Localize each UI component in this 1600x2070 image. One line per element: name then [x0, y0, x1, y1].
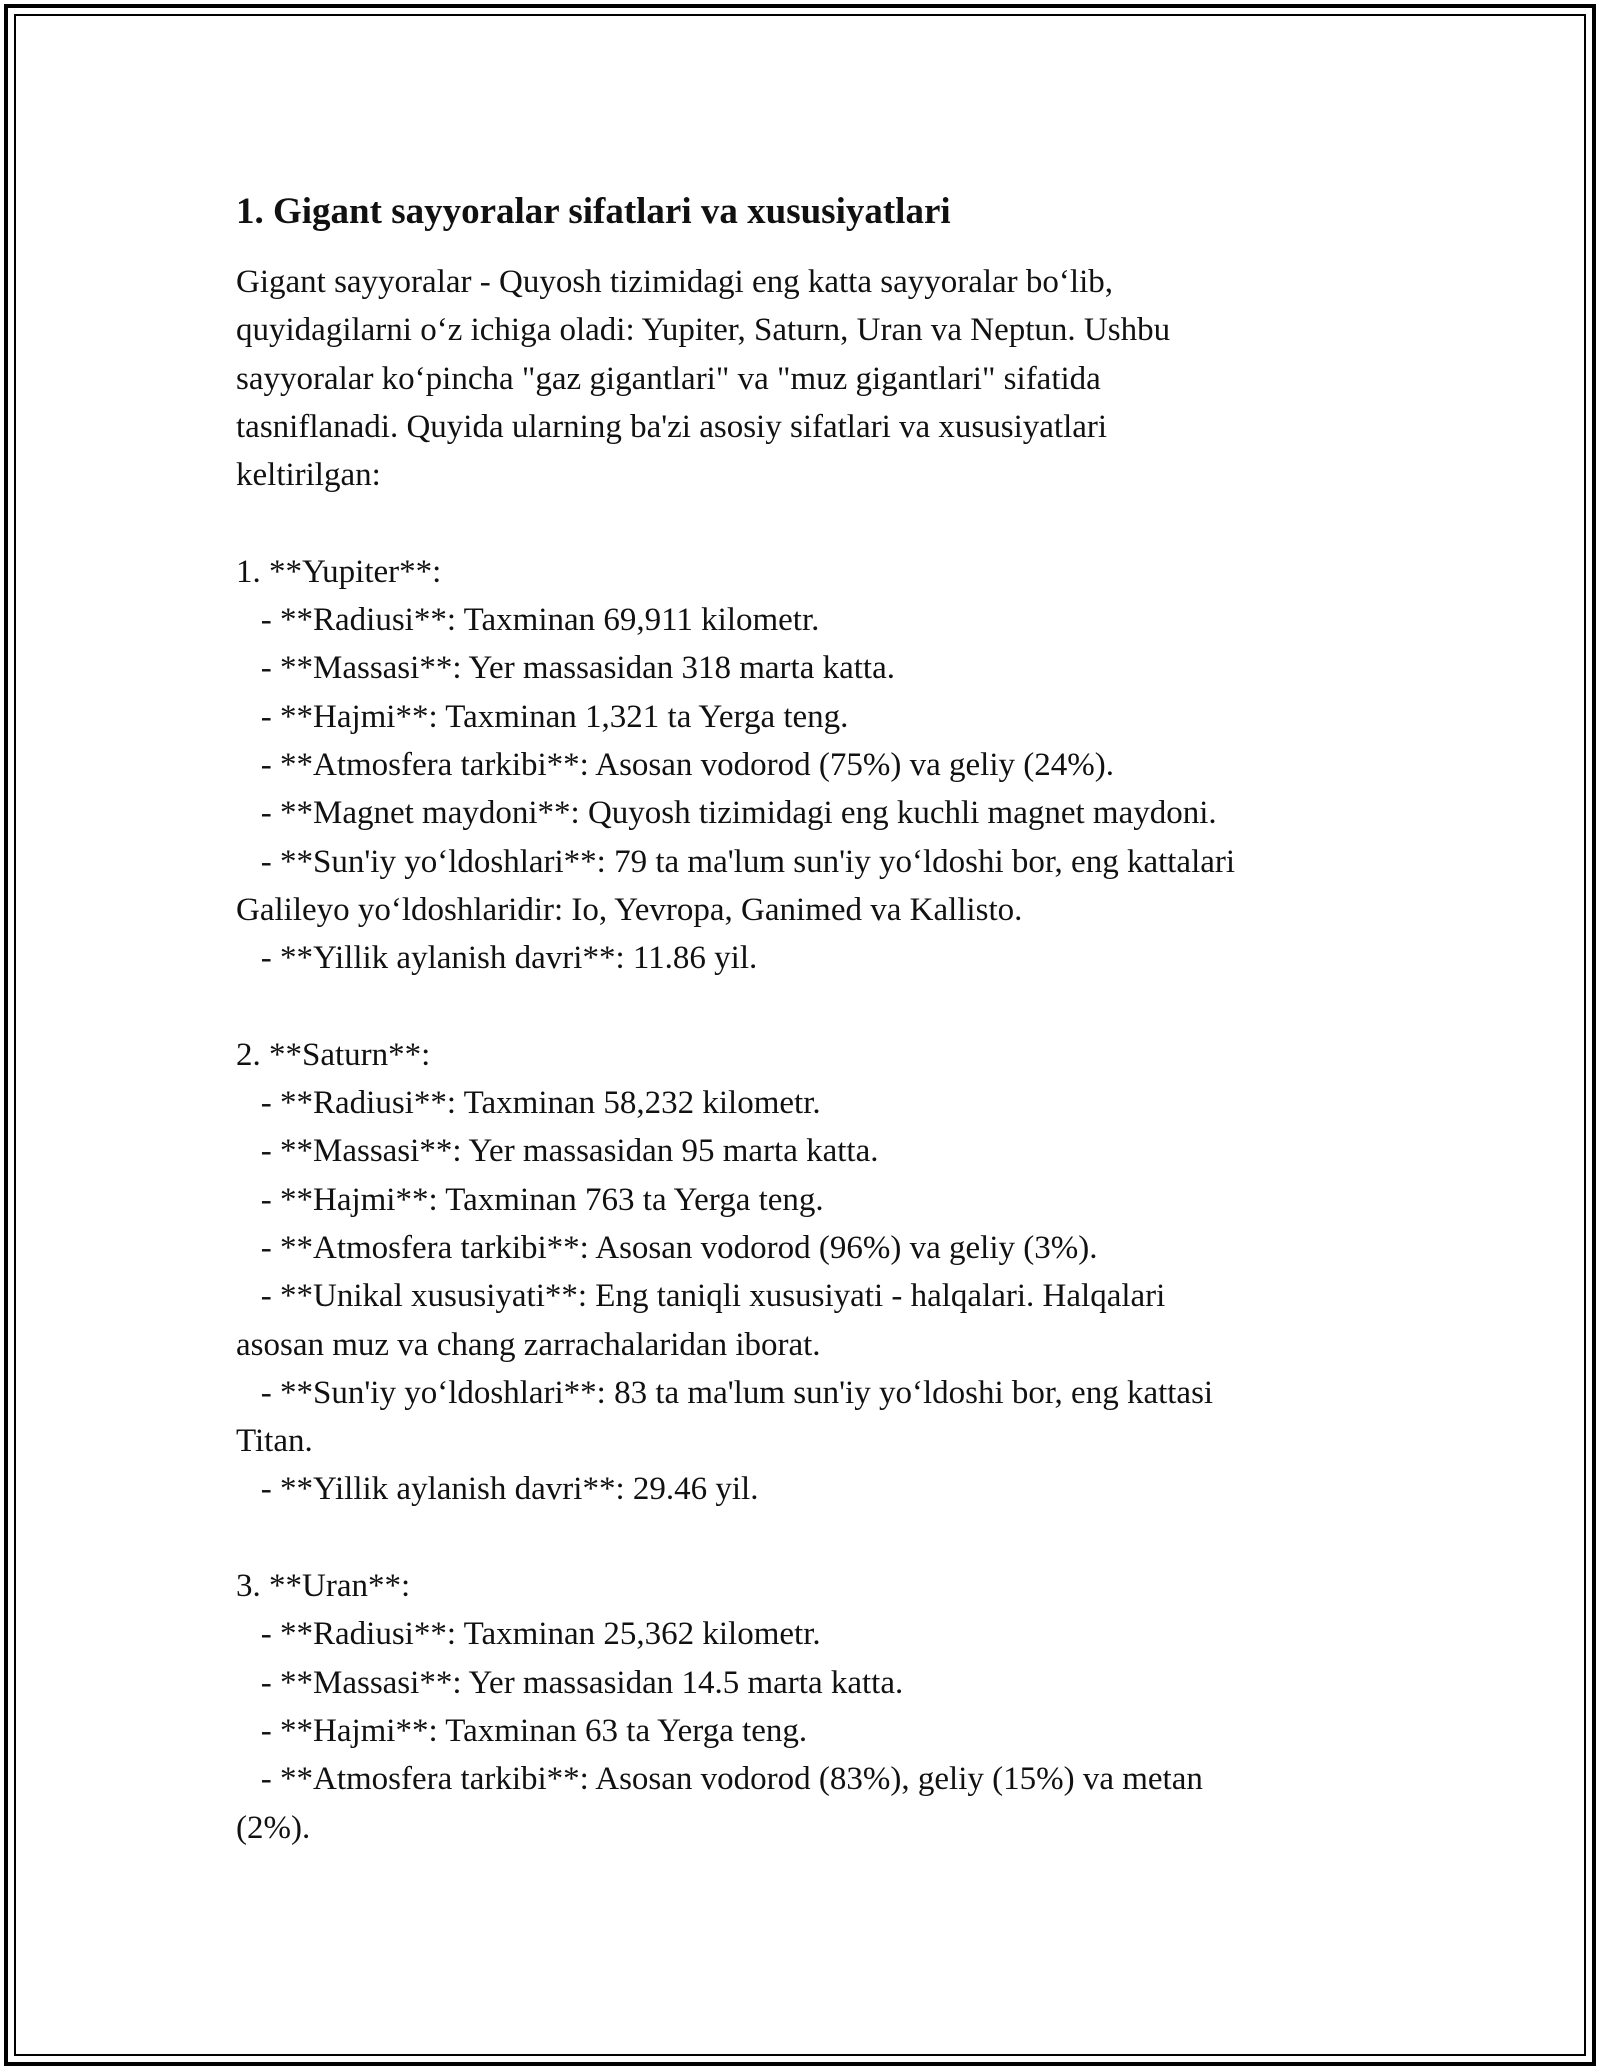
document-text: [236, 258, 1376, 1852]
text-line: - **Massasi**: Yer massasidan 95 marta katta.: [236, 1133, 879, 1170]
text-line: Galileyo yo‘ldoshlaridir: Io, Yevropa, Ganimed va Kallisto.: [236, 891, 1023, 928]
text-line: - **Radiusi**: Taxminan 25,362 kilometr.: [236, 1616, 821, 1653]
text-line: - **Sun'iy yo‘ldoshlari**: 79 ta ma'lum sun'iy yo‘ldoshi bor, eng kattalari: [236, 843, 1236, 880]
blank-line: [236, 499, 1376, 547]
text-line: - **Atmosfera tarkibi**: Asosan vodorod (83%), geliy (15%) va metan: [236, 1761, 1203, 1798]
text-line: - **Atmosfera tarkibi**: Asosan vodorod (75%) va geliy (24%).: [236, 746, 1114, 783]
text-line: - **Massasi**: Yer massasidan 14.5 marta katta.: [236, 1664, 904, 1701]
text-line: keltirilgan:: [236, 457, 381, 494]
document-title: 1. Gigant sayyoralar sifatlari va xususiyatlari: [236, 191, 951, 232]
text-line: - **Magnet maydoni**: Quyosh tizimidagi eng kuchli magnet maydoni.: [236, 795, 1217, 832]
text-line: Gigant sayyoralar - Quyosh tizimidagi eng katta sayyoralar bo‘lib,: [236, 264, 1113, 300]
blank-line: [236, 982, 1376, 1030]
text-line: (2%).: [236, 1809, 311, 1846]
text-line: - **Radiusi**: Taxminan 58,232 kilometr.: [236, 1085, 821, 1122]
text-line: tasniflanadi. Quyida ularning ba'zi asosiy sifatlari va xususiyatlari: [236, 408, 1108, 445]
text-line: - **Yillik aylanish davri**: 11.86 yil.: [236, 940, 758, 977]
text-line: - **Sun'iy yo‘ldoshlari**: 83 ta ma'lum sun'iy yo‘ldoshi bor, eng kattasi: [236, 1374, 1214, 1411]
text-line: quyidagilarni o‘z ichiga oladi: Yupiter, Saturn, Uran va Neptun. Ushbu: [236, 312, 1171, 349]
text-line: - **Hajmi**: Taxminan 763 ta Yerga teng.: [236, 1181, 824, 1218]
text-line: - **Yillik aylanish davri**: 29.46 yil.: [236, 1471, 759, 1508]
text-line: 1. **Yupiter**:: [236, 553, 442, 590]
text-line: - **Radiusi**: Taxminan 69,911 kilometr.: [236, 602, 820, 639]
text-line: Titan.: [236, 1423, 313, 1460]
text-line: - **Hajmi**: Taxminan 63 ta Yerga teng.: [236, 1712, 808, 1749]
text-line: 3. **Uran**:: [236, 1568, 411, 1605]
blank-line: [236, 1514, 1376, 1562]
text-line: - **Massasi**: Yer massasidan 318 marta katta.: [236, 650, 895, 687]
document-body: [236, 188, 1376, 1852]
text-line: 2. **Saturn**:: [236, 1036, 431, 1073]
text-line: - **Atmosfera tarkibi**: Asosan vodorod (96%) va geliy (3%).: [236, 1229, 1098, 1266]
text-line: - **Unikal xususiyati**: Eng taniqli xususiyati - halqalari. Halqalari: [236, 1278, 1166, 1315]
text-line: sayyoralar ko‘pincha "gaz gigantlari" va "muz gigantlari" sifatida: [236, 360, 1101, 397]
text-line: asosan muz va chang zarrachalaridan iborat.: [236, 1326, 821, 1363]
text-line: - **Hajmi**: Taxminan 1,321 ta Yerga teng.: [236, 698, 849, 735]
